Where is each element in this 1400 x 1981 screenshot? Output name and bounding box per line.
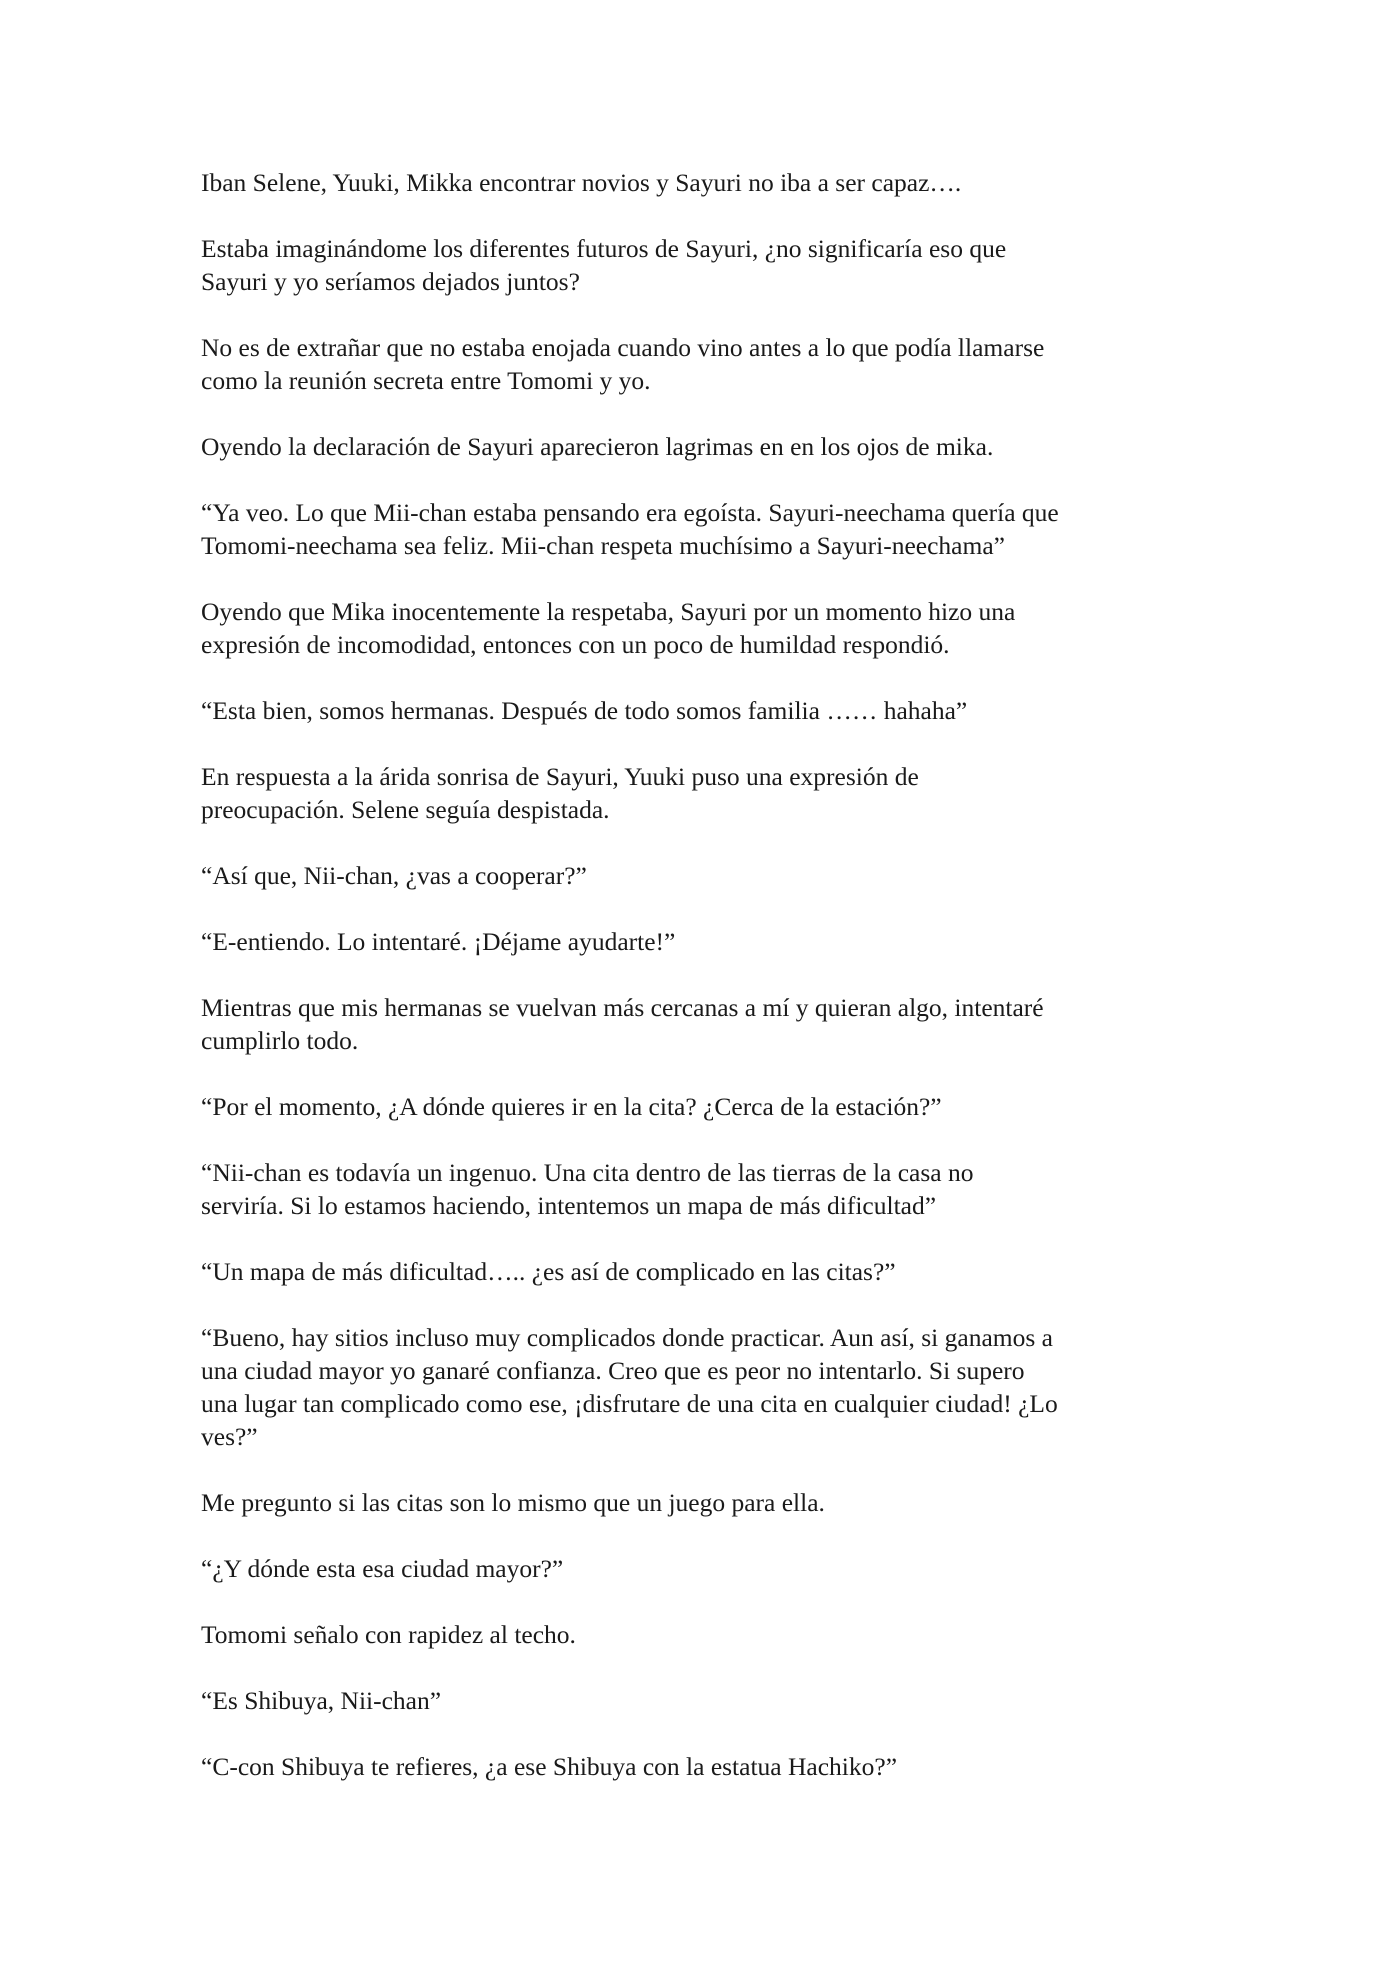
paragraph: “C-con Shibuya te refieres, ¿a ese Shibuya con la estatua Hachiko?”	[201, 1752, 898, 1781]
paragraph: “Ya veo. Lo que Mii-chan estaba pensando era egoísta. Sayuri-neechama quería que Tomomi-neechama sea feliz. Mii-chan respeta muchísimo a Sayuri-neechama”	[201, 498, 1059, 560]
paragraph: “Por el momento, ¿A dónde quieres ir en la cita? ¿Cerca de la estación?”	[201, 1092, 942, 1121]
paragraph: “Bueno, hay sitios incluso muy complicados donde practicar. Aun así, si ganamos a una ciudad mayor yo ganaré confianza. Creo que es peor no intentarlo. Si supero una lugar tan complicado como ese, ¡disfrutare de una cita en cualquier ciudad! ¿Lo ves?”	[201, 1323, 1058, 1451]
paragraph: “Un mapa de más dificultad….. ¿es así de complicado en las citas?”	[201, 1257, 896, 1286]
paragraph: “Así que, Nii-chan, ¿vas a cooperar?”	[201, 861, 587, 890]
paragraph: No es de extrañar que no estaba enojada cuando vino antes a lo que podía llamarse como la reunión secreta entre Tomomi y yo.	[201, 333, 1045, 395]
paragraph: “Esta bien, somos hermanas. Después de todo somos familia …… hahaha”	[201, 696, 968, 725]
paragraph: En respuesta a la árida sonrisa de Sayuri, Yuuki puso una expresión de preocupación. Selene seguía despistada.	[201, 762, 919, 824]
paragraph: Mientras que mis hermanas se vuelvan más cercanas a mí y quieran algo, intentaré cumplirlo todo.	[201, 993, 1044, 1055]
paragraph: Estaba imaginándome los diferentes futuros de Sayuri, ¿no significaría eso que Sayuri y yo seríamos dejados juntos?	[201, 234, 1007, 296]
paragraph: Iban Selene, Yuuki, Mikka encontrar novios y Sayuri no iba a ser capaz….	[201, 168, 962, 197]
paragraph: Oyendo la declaración de Sayuri aparecieron lagrimas en en los ojos de mika.	[201, 432, 994, 461]
paragraph: “¿Y dónde esta esa ciudad mayor?”	[201, 1554, 564, 1583]
document-body	[201, 166, 1201, 1816]
paragraph: Oyendo que Mika inocentemente la respetaba, Sayuri por un momento hizo una expresión de incomodidad, entonces con un poco de humildad respondió.	[201, 597, 1016, 659]
paragraph: “Es Shibuya, Nii-chan”	[201, 1686, 442, 1715]
paragraph: Tomomi señalo con rapidez al techo.	[201, 1620, 576, 1649]
paragraph: “Nii-chan es todavía un ingenuo. Una cita dentro de las tierras de la casa no serviría. Si lo estamos haciendo, intentemos un mapa de más dificultad”	[201, 1158, 974, 1220]
paragraph: “E-entiendo. Lo intentaré. ¡Déjame ayudarte!”	[201, 927, 676, 956]
paragraph: Me pregunto si las citas son lo mismo que un juego para ella.	[201, 1488, 825, 1517]
